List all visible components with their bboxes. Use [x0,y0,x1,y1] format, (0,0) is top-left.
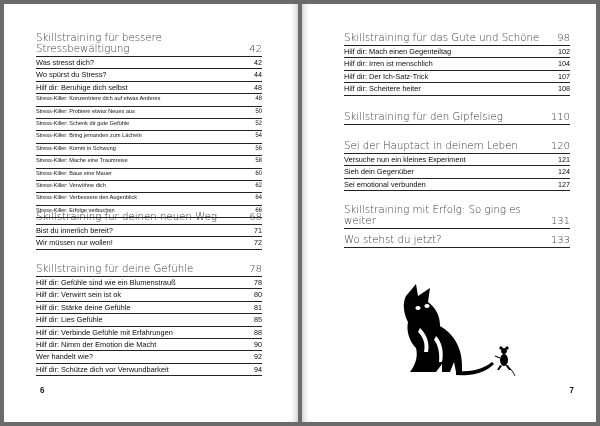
entry-title: Hilf dir: Der Ich-Satz-Trick [344,71,429,81]
entry-page-number: 127 [558,179,570,189]
toc-entry[interactable] [36,57,262,69]
toc-entry[interactable] [36,314,262,326]
entry-title: Hilf dir: Scheitere heiter [344,84,421,94]
toc-section [36,264,262,376]
section-title: Skillstraining für das Gute und Schöne [344,33,540,44]
entry-title: Wo spürst du Stress? [36,70,107,80]
section-heading[interactable] [36,264,262,277]
mouse-icon [495,346,515,376]
entry-page-number: 92 [254,352,262,362]
section-page-number: 68 [249,212,262,223]
section-page-number: 131 [550,216,570,227]
entry-title: Stress-Killer: Konzentriere dich auf etwas Anderes [36,96,161,103]
right-page-number: 7 [569,386,574,395]
entry-page-number: 62 [255,182,262,189]
entry-title: Stress-Killer: Verbessere den Augenblick [36,195,138,202]
toc-entry[interactable] [36,94,262,106]
entry-title: Wer handelt wie? [36,352,93,362]
entry-title: Stress-Killer: Schenk dir gute Gefühle [36,120,130,127]
entry-page-number: 78 [254,278,262,287]
section-title: Sei der Hauptact in deinem Leben [344,141,518,152]
cat-and-mouse-illustration [396,272,516,378]
section-page-number: 78 [249,264,262,275]
toc-section [344,141,570,191]
toc-entry[interactable] [36,277,262,289]
entry-title: Stress-Killer: Bring jemanden zum Lächeln [36,133,142,140]
entry-title: Was stresst dich? [36,58,95,67]
entry-page-number: 56 [255,145,262,152]
cat-icon [404,284,494,375]
entry-page-number: 107 [558,71,570,81]
entry-title: Stress-Killer: Baue eine Mauer [36,170,112,177]
entry-title: Sieh dein Gegenüber [344,167,414,177]
toc-section [344,33,570,96]
toc-entry[interactable] [344,83,570,95]
entry-page-number: 54 [255,133,262,140]
entry-page-number: 80 [254,290,262,300]
entry-page-number: 60 [255,170,262,177]
entry-title: Hilf dir: Lies Gefühle [36,315,103,325]
section-title: Skillstraining für deinen neuen Weg [36,212,217,223]
section-heading[interactable] [36,33,262,57]
entry-title: Bist du innerlich bereit? [36,226,113,235]
entry-page-number: 90 [254,339,262,349]
toc-entry[interactable] [36,82,262,94]
section-page-number: 42 [249,44,262,55]
toc-entry[interactable] [36,351,262,363]
entry-title: Stress-Killer: Probiere etwas Neues aus [36,108,135,115]
section-page-number: 98 [557,33,570,44]
entry-title: Hilf dir: Stärke deine Gefühle [36,302,131,312]
entry-title: Stress-Killer: Erfolge verbuchen [36,207,115,214]
entry-page-number: 42 [254,58,262,67]
section-heading[interactable] [344,235,570,248]
section-title: Skillstraining für deine Gefühle [36,264,194,275]
entry-page-number: 121 [558,155,570,164]
entry-page-number: 44 [254,70,262,80]
toc-entry[interactable] [344,166,570,178]
toc-entry[interactable] [344,46,570,58]
entry-title: Stress-Killer: Komm in Schwung [36,145,116,152]
toc-entry[interactable] [36,69,262,81]
section-page-number: 120 [550,141,570,152]
toc-entry[interactable] [36,107,262,119]
entry-page-number: 48 [254,82,262,92]
entry-page-number: 71 [254,226,262,235]
toc-entry[interactable] [36,339,262,351]
section-heading[interactable] [344,205,570,229]
entry-title: Hilf dir: Verbinde Gefühle mit Erfahrungen [36,327,173,337]
entry-title: Hilf dir: Schütze dich vor Verwundbarkeit [36,364,169,374]
toc-entry[interactable] [36,144,262,156]
section-heading[interactable] [344,141,570,154]
entry-page-number: 72 [254,238,262,248]
entry-title: Stress-Killer: Mache eine Traumreise [36,158,128,165]
entry-page-number: 124 [558,167,570,177]
toc-entry[interactable] [36,193,262,205]
left-page-number: 6 [40,386,45,395]
section-heading[interactable] [36,212,262,225]
section-page-number: 133 [550,235,570,246]
section-heading[interactable] [344,112,570,125]
entry-page-number: 50 [255,108,262,115]
entry-title: Hilf dir: Nimm der Emotion die Macht [36,339,157,349]
toc-entry[interactable] [344,71,570,83]
entry-title: Hilf dir: Irren ist menschlich [344,59,433,69]
entry-title: Hilf dir: Beruhige dich selbst [36,82,128,92]
toc-section [344,112,570,125]
toc-entry[interactable] [344,179,570,191]
section-heading[interactable] [344,33,570,46]
entry-title: Wir müssen nur wollen! [36,238,113,248]
toc-entry[interactable] [36,156,262,168]
toc-entry[interactable] [36,237,262,249]
section-title: Wo stehst du jetzt? [344,235,442,246]
entry-page-number: 102 [558,47,570,56]
toc-entry[interactable] [36,169,262,181]
entry-page-number: 66 [255,207,262,214]
entry-page-number: 52 [255,120,262,127]
section-title: Skillstraining für den Gipfelsieg [344,112,503,123]
entry-page-number: 108 [558,84,570,94]
entry-title: Sei emotional verbunden [344,179,426,189]
toc-entry[interactable] [36,131,262,143]
toc-entry[interactable] [36,289,262,301]
entry-page-number: 58 [255,158,262,165]
entry-page-number: 64 [255,195,262,202]
entry-title: Stress-Killer: Verwöhne dich [36,182,106,189]
section-title: Skillstraining mit Erfolg: So ging es weiter [344,205,521,227]
toc-section [344,235,570,248]
toc-entry[interactable] [36,181,262,193]
entry-page-number: 104 [558,59,570,69]
toc-entry[interactable] [36,302,262,314]
toc-section [36,33,262,218]
entry-page-number: 81 [254,302,262,312]
left-page [4,4,298,422]
right-page [302,4,596,422]
toc-section [36,212,262,250]
entry-title: Versuche nun ein kleines Experiment [344,155,466,164]
entry-page-number: 85 [254,315,262,325]
toc-entry[interactable] [344,58,570,70]
entry-title: Hilf dir: Verwirrt sein ist ok [36,290,122,300]
entry-page-number: 88 [254,327,262,337]
section-title: Skillstraining für bessere Stressbewältigung [36,33,162,55]
toc-entry[interactable] [36,225,262,237]
toc-entry[interactable] [36,364,262,376]
entry-page-number: 48 [255,96,262,103]
entry-title: Hilf dir: Gefühle sind wie ein Blumenstrauß [36,278,176,287]
entry-title: Hilf dir: Mach einen Gegenteiltag [344,47,452,56]
entry-page-number: 94 [254,364,262,374]
section-page-number: 110 [550,112,570,123]
toc-entry[interactable] [36,327,262,339]
toc-entry[interactable] [36,119,262,131]
toc-section [344,205,570,229]
toc-entry[interactable] [344,154,570,166]
